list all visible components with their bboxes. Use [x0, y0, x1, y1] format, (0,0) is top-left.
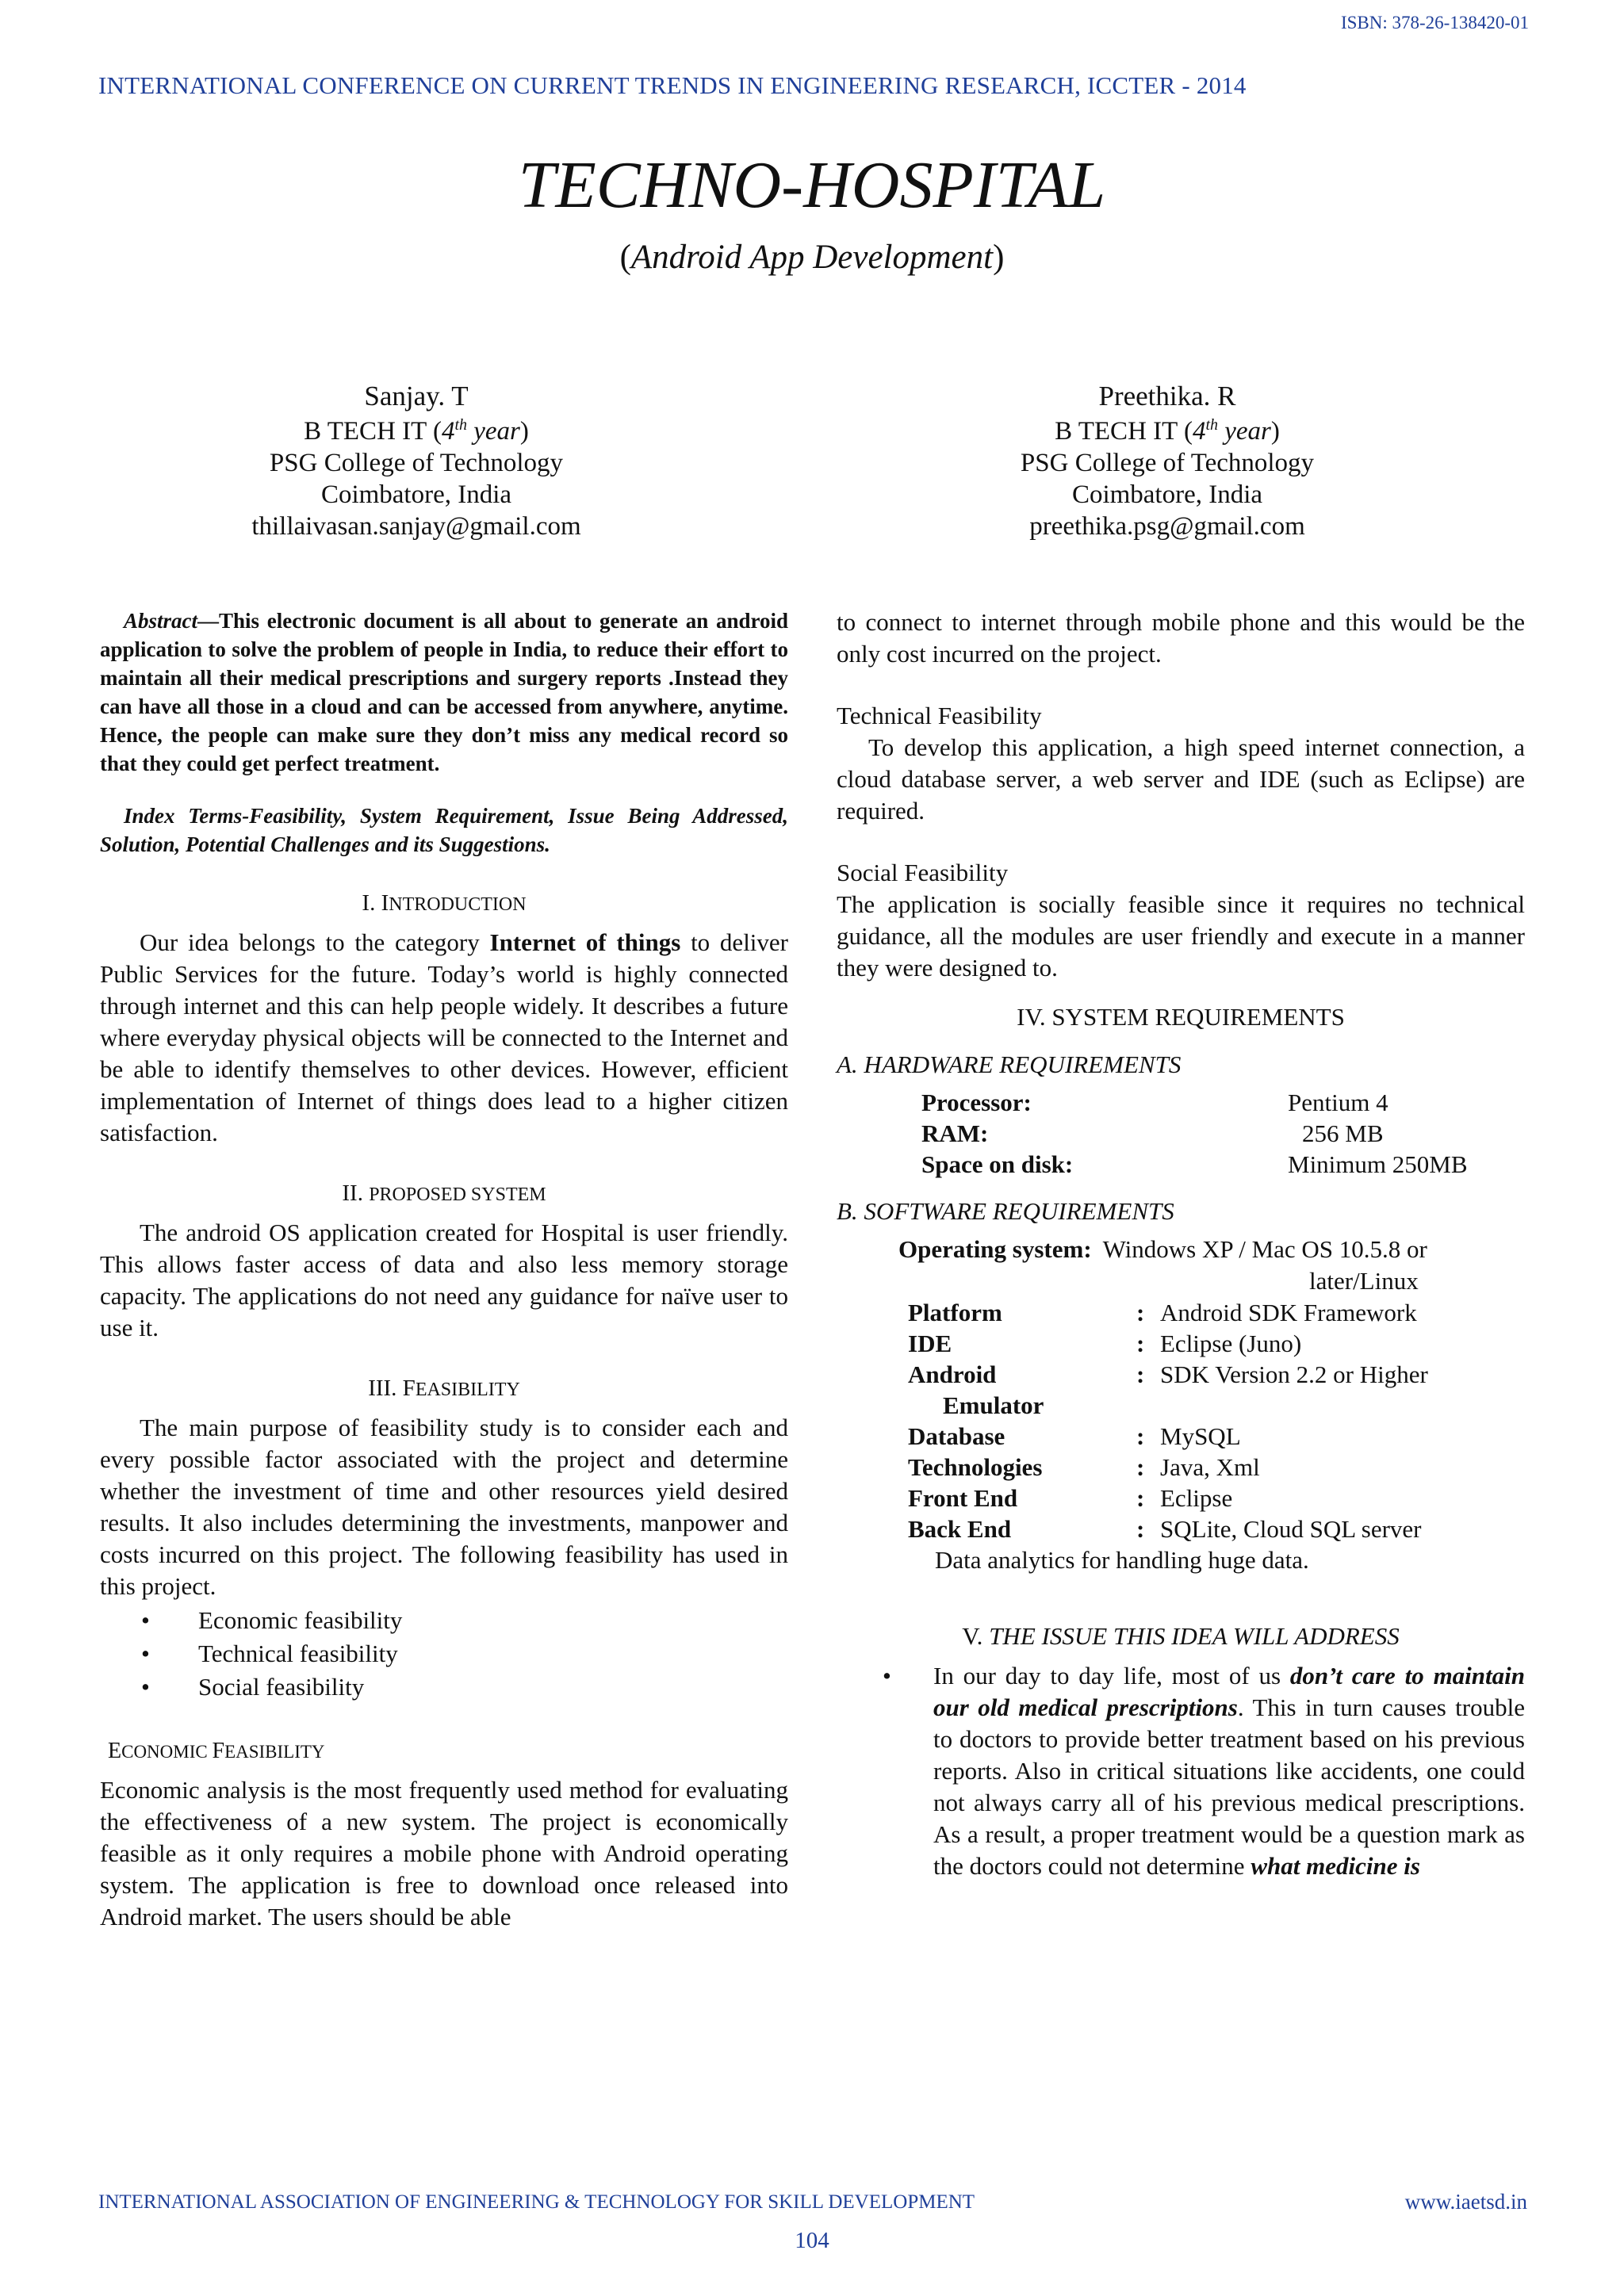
- table-row: [921, 1149, 1468, 1180]
- table-row: [908, 1328, 1428, 1359]
- intro-text-after: to deliver Public Services for the future. Today’s world is highly connected through internet and this can help people widely. It describes a future where everyday physical objects will be connected to the Internet and be able to identify themselves to other devices. However, efficient implementation of Internet of things does lead to a higher citizen satisfaction.: [100, 928, 789, 1146]
- hw-value: Pentium 4: [1288, 1089, 1388, 1116]
- sw-key: Technologies: [908, 1453, 1043, 1481]
- author-block-1: [139, 381, 694, 542]
- degree-year-text: year: [1218, 417, 1271, 446]
- degree-sup: th: [1205, 416, 1219, 434]
- hardware-requirements-heading: A. HARDWARE REQUIREMENTS: [837, 1050, 1182, 1078]
- table-row: [908, 1390, 1428, 1421]
- degree-num: 4: [441, 417, 455, 446]
- hw-key: Processor:: [921, 1089, 1032, 1116]
- software-requirements-heading: B. SOFTWARE REQUIREMENTS: [837, 1197, 1174, 1225]
- sw-key: Platform: [908, 1299, 1002, 1326]
- section-heading-feasibility: [100, 1372, 788, 1406]
- degree-sup: th: [454, 416, 468, 434]
- sw-key: Emulator: [943, 1391, 1044, 1419]
- issue-emphasis-1: don’t care to maintain our old medical prescriptions: [933, 1662, 1526, 1721]
- index-terms: Index Terms-Feasibility, System Requirement, Issue Being Addressed, Solution, Potential Challenges and its Suggestions.: [100, 804, 788, 856]
- list-item: • Social feasibility: [198, 1670, 788, 1704]
- author-college: PSG College of Technology: [1020, 449, 1315, 477]
- issue-heading-text: THE ISSUE THIS IDEA WILL ADDRESS: [989, 1622, 1400, 1650]
- heading-rest: CONOMIC: [121, 1742, 213, 1762]
- sw-value: Java, Xml: [1160, 1453, 1260, 1481]
- sw-sep: :: [1136, 1515, 1145, 1543]
- issue-heading: [837, 1621, 1525, 1652]
- os-key: Operating system:: [898, 1235, 1092, 1263]
- economic-paragraph: Economic analysis is the most frequently used method for evaluating the effectiveness of a new system. The project is economically feasible as it only requires a mobile phone with Android operating system. The application is free to download once released into Android market. The users should be able: [100, 1776, 788, 1931]
- table-row: [908, 1421, 1428, 1452]
- hw-value: 256 MB: [1302, 1119, 1384, 1147]
- degree-prefix: B TECH IT (: [304, 417, 442, 446]
- sw-sep: :: [1136, 1422, 1145, 1450]
- sw-value: Eclipse (Juno): [1160, 1330, 1302, 1357]
- footer-website[interactable]: www.iaetsd.in: [1404, 2190, 1527, 2214]
- author-college: PSG College of Technology: [269, 449, 564, 477]
- hw-key: RAM:: [921, 1119, 989, 1147]
- section-heading-introduction: [100, 887, 788, 920]
- proposed-paragraph: The android OS application created for Hospital is user friendly. This allows faster access of data and also less memory storage capacity. The applications do not need any guidance for naïve user to use it.: [100, 1219, 788, 1341]
- list-item: • Economic feasibility: [198, 1604, 788, 1637]
- degree-year-text: year: [467, 417, 520, 446]
- sw-value: [1160, 1390, 1428, 1421]
- sw-sep: :: [1136, 1299, 1145, 1326]
- hardware-table: [921, 1087, 1468, 1180]
- author-name: Preethika. R: [1098, 381, 1236, 411]
- author-email[interactable]: preethika.psg@gmail.com: [1029, 512, 1305, 541]
- section-num: V.: [962, 1622, 990, 1650]
- right-column: [837, 607, 1525, 1882]
- sw-sep: :: [1136, 1360, 1145, 1388]
- sw-key: Android: [908, 1360, 997, 1388]
- section-first-letter: F: [402, 1376, 416, 1401]
- conference-header: INTERNATIONAL CONFERENCE ON CURRENT TRENDS IN ENGINEERING RESEARCH, ICCTER - 2014: [98, 71, 1247, 99]
- table-row: [908, 1452, 1428, 1483]
- technical-paragraph: To develop this application, a high speed internet connection, a cloud database server, a web server and IDE (such as Eclipse) are required.: [837, 733, 1525, 825]
- intro-paragraph: [100, 927, 788, 1149]
- abstract: [100, 607, 788, 778]
- sw-key: IDE: [908, 1330, 952, 1357]
- section-title-rest: EASIBILITY: [415, 1380, 520, 1400]
- degree-num: 4: [1192, 417, 1206, 446]
- sw-key: Back End: [908, 1515, 1012, 1543]
- abstract-text: —This electronic document is all about to generate an android application to solve the problem of people in India, to reduce their effort to maintain all their medical prescriptions and surgery reports .Instead they can have all those in a cloud and can be accessed from anywhere, anytime. Hence, the people can make sure they don’t miss any medical record so that they could get perfect treatment.: [100, 609, 788, 775]
- sw-key: Database: [908, 1422, 1005, 1450]
- sw-sep: :: [1136, 1484, 1145, 1512]
- page-number: 104: [795, 2228, 829, 2253]
- issue-text-1: In our day to day life, most of us: [933, 1662, 1290, 1689]
- bullet-dot: •: [883, 1662, 891, 1689]
- issue-text-2: . This in turn causes trouble to doctors to provide better treatment based on his previous reports. Also in critical situations like accidents, one could not always carry all of his previous medical prescriptions. As a result, a proper treatment would be a question mark as the doctors could not determine: [933, 1693, 1525, 1880]
- table-row: [921, 1118, 1468, 1149]
- sw-value: SDK Version 2.2 or Higher: [1160, 1360, 1428, 1388]
- analytics-note: Data analytics for handling huge data.: [935, 1546, 1309, 1574]
- social-paragraph: The application is socially feasible since it requires no technical guidance, all the modules are user friendly and execute in a manner they were designed to.: [837, 890, 1525, 982]
- heading-first-letter: E: [108, 1739, 122, 1763]
- section-num: II.: [342, 1181, 370, 1206]
- table-row: [908, 1483, 1428, 1513]
- software-table: [908, 1297, 1428, 1544]
- sw-value: MySQL: [1160, 1422, 1241, 1450]
- sw-key: Front End: [908, 1484, 1018, 1512]
- author-degree: [139, 415, 694, 447]
- table-row: [921, 1087, 1468, 1118]
- degree-prefix: B TECH IT (: [1055, 417, 1193, 446]
- subtitle-text: Android App Development: [630, 239, 994, 276]
- section-num: I.: [362, 890, 381, 916]
- author-name: Sanjay. T: [364, 381, 469, 411]
- economic-paragraph-continued: to connect to internet through mobile phone and this would be the only cost incurred on the project.: [837, 608, 1525, 668]
- intro-bold-term: Internet of things: [489, 928, 681, 956]
- economic-feasibility-heading: [108, 1735, 788, 1768]
- table-row: [908, 1359, 1428, 1390]
- author-block-2: [890, 381, 1445, 542]
- degree-year: [1193, 417, 1271, 446]
- degree-suffix: ): [1270, 417, 1280, 446]
- feasibility-paragraph: The main purpose of feasibility study is to consider each and every possible factor associated with the project and determine whether the investment of time and other resources yield desired results. It also includes determining the investments, manpower and costs incurred on this project. The following feasibility has used in this project.: [100, 1414, 788, 1600]
- abstract-label: Abstract: [124, 609, 198, 633]
- footer-association: INTERNATIONAL ASSOCIATION OF ENGINEERING & TECHNOLOGY FOR SKILL DEVELOPMENT: [98, 2191, 975, 2213]
- author-email[interactable]: thillaivasan.sanjay@gmail.com: [251, 512, 581, 541]
- os-value: Windows XP / Mac OS 10.5.8 or: [1102, 1235, 1427, 1263]
- sw-sep: :: [1136, 1453, 1145, 1481]
- sw-sep: :: [1136, 1330, 1145, 1357]
- sw-sep: [1136, 1390, 1160, 1421]
- degree-year: [442, 417, 520, 446]
- section-num: III.: [368, 1376, 403, 1401]
- feasibility-list: [100, 1604, 788, 1704]
- section-heading-proposed-system: [100, 1177, 788, 1211]
- table-row: [908, 1297, 1428, 1328]
- issue-emphasis-2: what medicine is: [1251, 1852, 1420, 1880]
- social-feasibility-heading: Social Feasibility: [837, 859, 1009, 886]
- left-column: [100, 607, 788, 1933]
- heading-first-letter: F: [212, 1739, 225, 1763]
- hw-value: Minimum 250MB: [1288, 1150, 1468, 1178]
- issue-bullet: [837, 1660, 1525, 1882]
- table-row: [908, 1513, 1428, 1544]
- paper-subtitle: (Android App Development): [619, 239, 1005, 276]
- system-requirements-heading: IV. SYSTEM REQUIREMENTS: [1017, 1003, 1345, 1031]
- author-location: Coimbatore, India: [1071, 480, 1263, 509]
- section-title-rest: NTRODUCTION: [389, 894, 527, 915]
- list-item: • Technical feasibility: [198, 1637, 788, 1670]
- degree-suffix: ): [519, 417, 529, 446]
- author-degree: [890, 415, 1445, 447]
- section-first-letter: I: [381, 890, 389, 916]
- sw-value: Eclipse: [1160, 1484, 1233, 1512]
- technical-feasibility-heading: Technical Feasibility: [837, 702, 1042, 729]
- section-title-rest: PROPOSED SYSTEM: [369, 1184, 546, 1205]
- author-location: Coimbatore, India: [320, 480, 512, 509]
- intro-text-before: Our idea belongs to the category: [140, 928, 490, 956]
- sw-value: SQLite, Cloud SQL server: [1160, 1515, 1422, 1543]
- paper-title: TECHNO-HOSPITAL: [518, 148, 1106, 222]
- os-requirement: [898, 1234, 1525, 1265]
- hw-key: Space on disk:: [921, 1150, 1074, 1178]
- sw-value: Android SDK Framework: [1160, 1299, 1417, 1326]
- heading-rest: EASIBILITY: [224, 1742, 325, 1762]
- os-value-continued: later/Linux: [1309, 1267, 1419, 1295]
- isbn: ISBN: 378-26-138420-01: [1340, 13, 1529, 33]
